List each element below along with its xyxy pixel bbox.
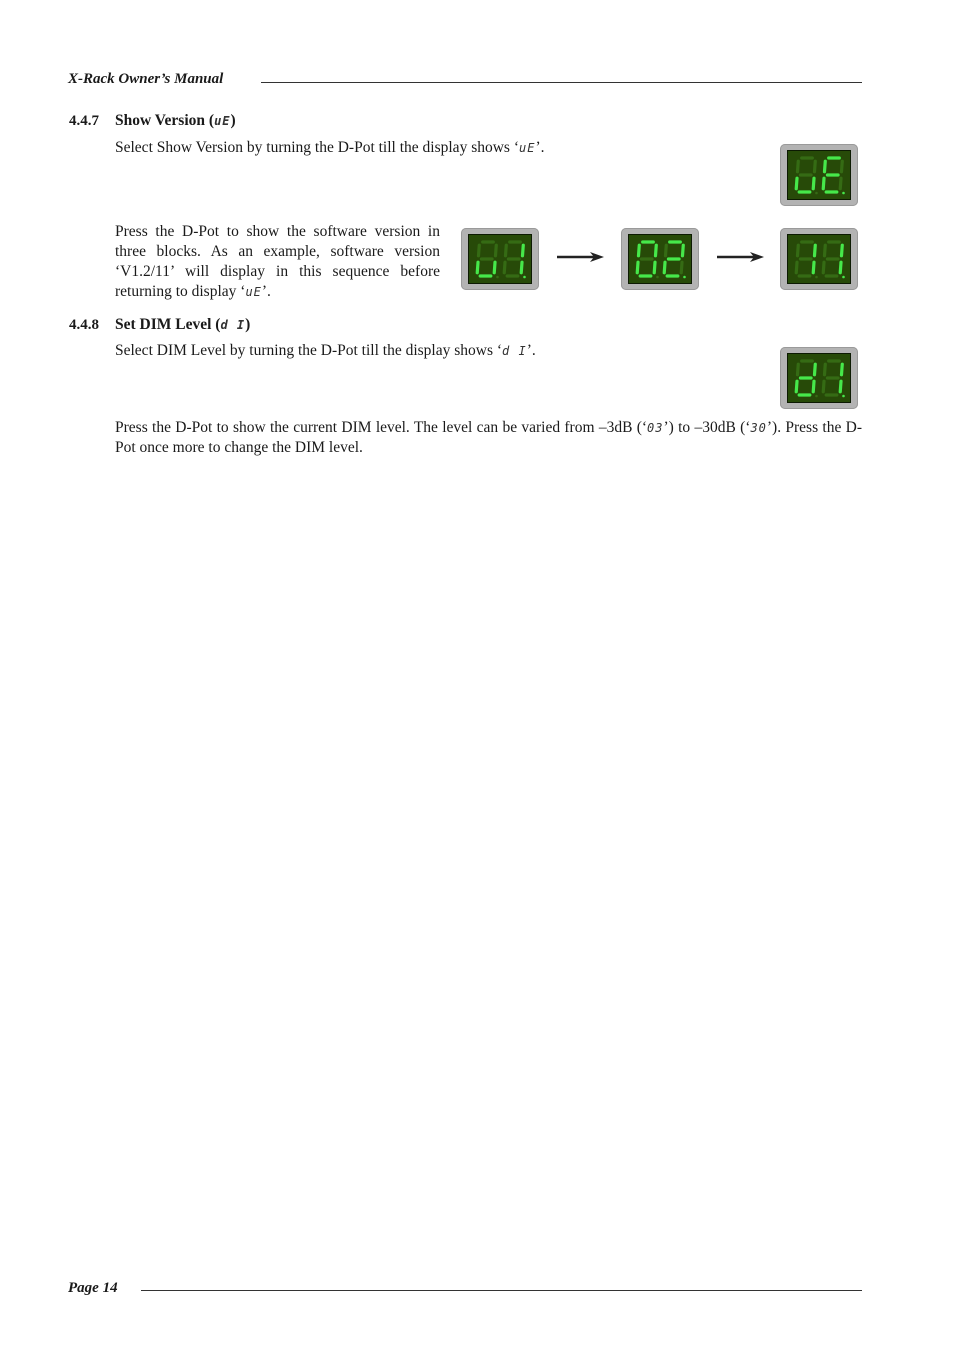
- section-number-show-version: 4.4.7: [69, 113, 99, 129]
- segment-f: [797, 161, 798, 172]
- segment-c: [840, 178, 841, 189]
- segment-e: [796, 381, 797, 392]
- segment-c: [813, 381, 814, 392]
- seg-code: uE: [245, 285, 262, 299]
- segment-e: [796, 178, 797, 189]
- section-title-show-version: Show Version (uE): [115, 112, 236, 129]
- segment-e: [823, 262, 824, 273]
- segment-e: [823, 381, 824, 392]
- segment-c: [654, 262, 655, 273]
- segment-e: [637, 262, 638, 273]
- seven-seg-readout: [788, 354, 850, 402]
- segment-b: [495, 245, 496, 256]
- segment-b: [814, 364, 815, 375]
- seven-seg-readout: [469, 235, 531, 283]
- display-version-block-3: [780, 228, 858, 290]
- seg-code: 30: [750, 421, 767, 435]
- decimal-point: [842, 276, 845, 279]
- segment-c: [840, 262, 841, 273]
- dim-level-select-text: Select DIM Level by turning the D-Pot till the display shows ‘d I’.: [115, 342, 536, 359]
- segment-b: [814, 161, 815, 172]
- section-number-dim-level: 4.4.8: [69, 317, 99, 333]
- arrow-right-icon: [556, 251, 606, 263]
- decimal-point: [815, 276, 818, 279]
- decimal-point: [523, 276, 526, 279]
- segment-e: [823, 178, 824, 189]
- seg-code: uE: [518, 141, 536, 155]
- seg-code: d I: [220, 318, 246, 332]
- segment-f: [824, 364, 825, 375]
- decimal-point: [815, 395, 818, 398]
- segment-f: [478, 245, 479, 256]
- segment-e: [504, 262, 505, 273]
- segment-b: [655, 245, 656, 256]
- segment-f: [638, 245, 639, 256]
- decimal-point: [683, 276, 686, 279]
- segment-c: [681, 262, 682, 273]
- arrow-right-icon: [716, 251, 766, 263]
- segment-c: [813, 262, 814, 273]
- segment-e: [796, 262, 797, 273]
- seg-code: uE: [214, 114, 231, 128]
- display-version-block-1: [461, 228, 539, 290]
- segment-f: [505, 245, 506, 256]
- seven-seg-readout: [629, 235, 691, 283]
- footer-rule: [141, 1290, 862, 1291]
- segment-f: [824, 161, 825, 172]
- segment-c: [813, 178, 814, 189]
- segment-b: [841, 364, 842, 375]
- seg-code: 03: [647, 421, 664, 435]
- display-dim-level: [780, 347, 858, 409]
- segment-f: [797, 364, 798, 375]
- segment-b: [522, 245, 523, 256]
- segment-f: [824, 245, 825, 256]
- seven-seg-readout: [788, 151, 850, 199]
- display-show-version: [780, 144, 858, 206]
- segment-b: [814, 245, 815, 256]
- segment-f: [665, 245, 666, 256]
- dim-level-press-text: Press the D-Pot to show the current DIM level. The level can be varied from –3dB (‘03’) to –30dB (‘30’). Press the D-Pot once more to change the DIM level.: [115, 419, 862, 456]
- header-rule: [261, 82, 862, 83]
- segment-e: [477, 262, 478, 273]
- segment-c: [521, 262, 522, 273]
- segment-e: [664, 262, 665, 273]
- segment-b: [682, 245, 683, 256]
- decimal-point: [815, 192, 818, 195]
- decimal-point: [842, 395, 845, 398]
- show-version-press-text: Press the D-Pot to show the software version in three blocks. As an example, software version ‘V1.2/11’ will display in this sequence before returning to display ‘uE’.: [115, 223, 440, 300]
- segment-b: [841, 161, 842, 172]
- page-number: Page 14: [68, 1280, 118, 1296]
- seg-code: d I: [502, 344, 527, 358]
- section-title-dim-level: Set DIM Level (d I): [115, 316, 251, 333]
- segment-f: [797, 245, 798, 256]
- show-version-select-text: Select Show Version by turning the D-Pot till the display shows ‘uE’.: [115, 139, 545, 156]
- manual-title: X-Rack Owner’s Manual: [68, 71, 224, 87]
- segment-b: [841, 245, 842, 256]
- decimal-point: [656, 276, 659, 279]
- display-version-block-2: [621, 228, 699, 290]
- decimal-point: [496, 276, 499, 279]
- seven-seg-readout: [788, 235, 850, 283]
- segment-c: [494, 262, 495, 273]
- segment-c: [840, 381, 841, 392]
- decimal-point: [842, 192, 845, 195]
